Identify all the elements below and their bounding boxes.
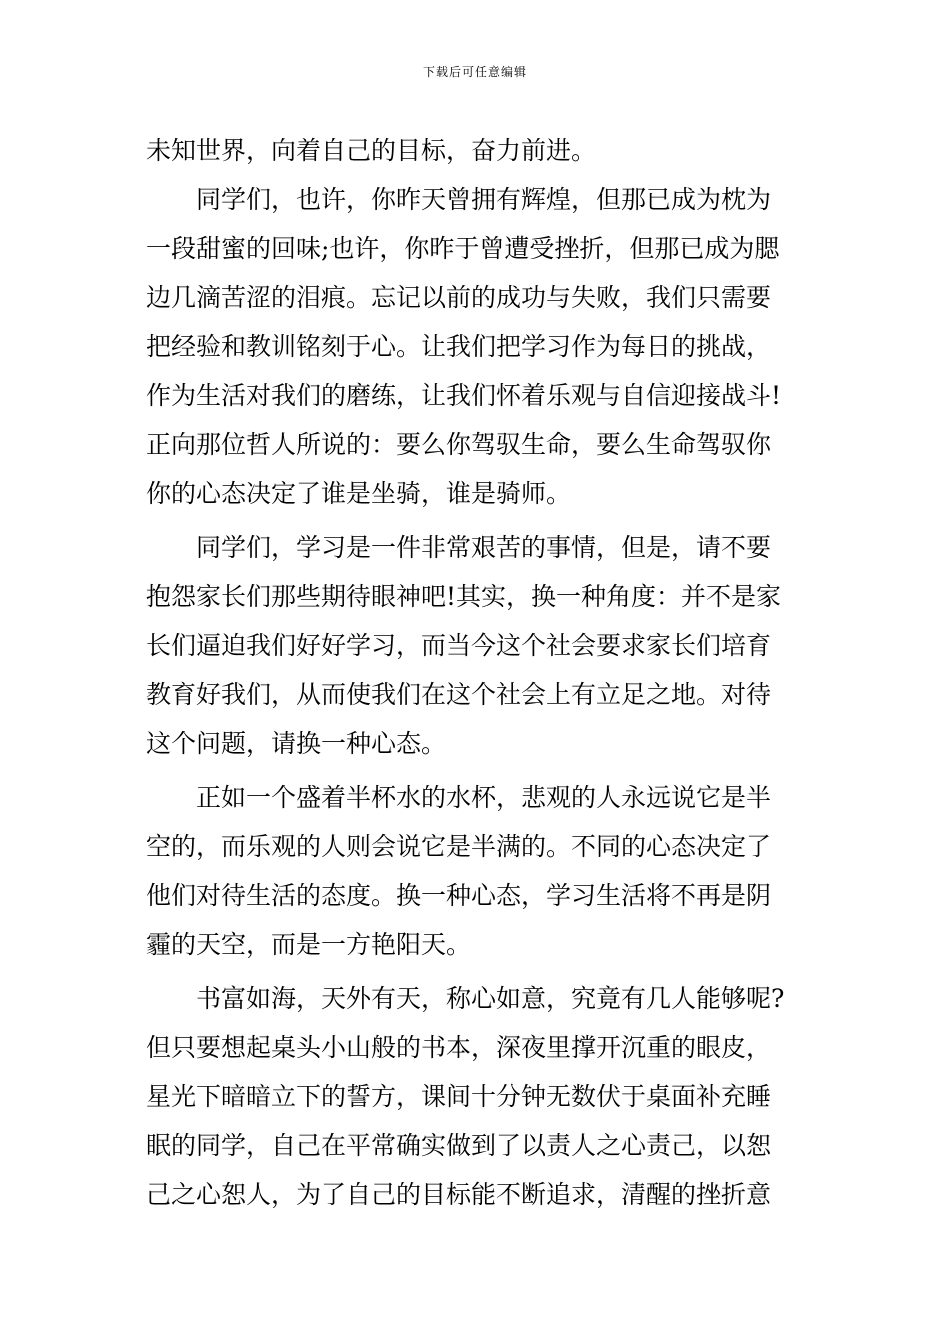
text-line: 边几滴苦涩的泪痕。忘记以前的成功与失败，我们只需要 [146, 283, 772, 312]
text-line: 未知世界，向着自己的目标，奋力前进。 [146, 136, 597, 165]
text-line: 教育好我们，从而使我们在这个社会上有立足之地。对待 [146, 680, 772, 709]
text-line: 作为生活对我们的磨练，让我们怀着乐观与自信迎接战斗! [146, 381, 782, 410]
text-line: 己之心恕人，为了自己的目标能不断追求，清醒的挫折意 [146, 1180, 772, 1209]
text-line: 空的，而乐观的人则会说它是半满的。不同的心态决定了 [146, 832, 772, 861]
text-line: 抱怨家长们那些期待眼神吧!其实，换一种角度：并不是家 [146, 582, 782, 611]
text-line: 长们逼迫我们好好学习，而当今这个社会要求家长们培育 [146, 631, 772, 660]
text-line: 眠的同学，自己在平常确实做到了以责人之心责己，以恕 [146, 1131, 772, 1160]
paragraph-first-line: 同学们，学习是一件非常艰苦的事情，但是，请不要 [196, 533, 772, 562]
text-line: 把经验和教训铭刻于心。让我们把学习作为每日的挑战， [146, 332, 772, 361]
text-line: 你的心态决定了谁是坐骑，谁是骑师。 [146, 479, 572, 508]
text-line: 正向那位哲人所说的：要么你驾驭生命，要么生命驾驭你 [146, 430, 772, 459]
text-line: 星光下暗暗立下的誓方，课间十分钟无数伏于桌面补充睡 [146, 1082, 772, 1111]
paragraph-first-line: 正如一个盛着半杯水的水杯，悲观的人永远说它是半 [196, 783, 772, 812]
paragraph-first-line: 书富如海，天外有天，称心如意，究竟有几人能够呢? [196, 984, 785, 1013]
text-line: 但只要想起桌头小山般的书本，深夜里撑开沉重的眼皮， [146, 1033, 772, 1062]
paragraph-first-line: 同学们，也许，你昨天曾拥有辉煌，但那已成为枕为 [196, 185, 772, 214]
text-line: 这个问题，请换一种心态。 [146, 729, 447, 758]
text-line: 霾的天空，而是一方艳阳天。 [146, 930, 472, 959]
page-header: 下载后可任意编辑 [422, 65, 527, 79]
text-line: 一段甜蜜的回味;也许，你昨于曾遭受挫折，但那已成为腮 [146, 234, 780, 263]
text-line: 他们对待生活的态度。换一种心态，学习生活将不再是阴 [146, 881, 772, 910]
